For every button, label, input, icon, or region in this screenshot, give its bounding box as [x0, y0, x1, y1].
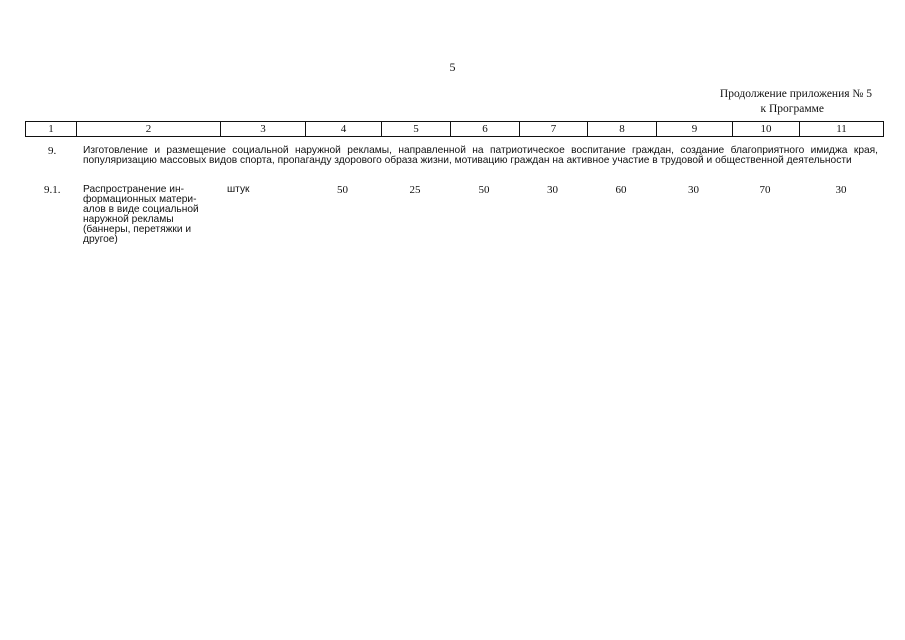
row-number: 9.1.: [44, 184, 61, 196]
row-name-line: наружной рекламы: [83, 214, 174, 225]
header-cell-8: 8: [588, 122, 657, 136]
row-name-line: (баннеры, перетяжки и: [83, 224, 192, 235]
row-value-col11: 30: [835, 184, 847, 196]
appendix-note: [672, 87, 872, 117]
row-name-line: Распространение ин-: [83, 184, 184, 195]
appendix-subtitle: к Программе: [760, 103, 824, 115]
appendix-title: Продолжение приложения № 5: [719, 88, 872, 100]
row-value-col10: 70: [759, 184, 771, 196]
table-header-row: [25, 121, 884, 137]
header-cell-7: 7: [520, 122, 588, 136]
header-cell-1: 1: [26, 122, 77, 136]
header-cell-11: 11: [836, 123, 847, 135]
row-value-col9: 30: [688, 184, 699, 196]
row-value-col5: 25: [409, 184, 421, 196]
header-cell-4: 4: [306, 122, 382, 136]
row-name: [83, 185, 218, 245]
row-value-col7: 30: [547, 184, 558, 196]
row-value-col6: 50: [478, 184, 490, 196]
row-unit: штук: [227, 184, 250, 195]
header-cell-3: 3: [221, 122, 306, 136]
row-name-line: формационных матери-: [83, 194, 197, 205]
row-value-col4: 50: [337, 184, 348, 196]
header-cell-6: 6: [451, 122, 520, 136]
header-cell-2: 2: [77, 122, 221, 136]
page-number: 5: [449, 60, 456, 74]
row-name-line: алов в виде социальной: [83, 204, 199, 215]
header-cell-9: 9: [657, 122, 733, 136]
row-name-line: другое): [83, 234, 118, 245]
header-cell-10: 10: [733, 122, 800, 136]
row-value-col8: 60: [615, 184, 627, 196]
header-cell-5: 5: [382, 122, 451, 136]
section-description: Изготовление и размещение социальной наружной рекламы, направленной на патриотическое воспитание граждан, создание благоприятного имиджа края, популяризацию массовых видов спорта, пропаганду здорового образа жизни, мотивацию граждан на активное участие в трудовой и общественной деятельности: [83, 145, 878, 166]
section-number: 9.: [48, 145, 57, 157]
